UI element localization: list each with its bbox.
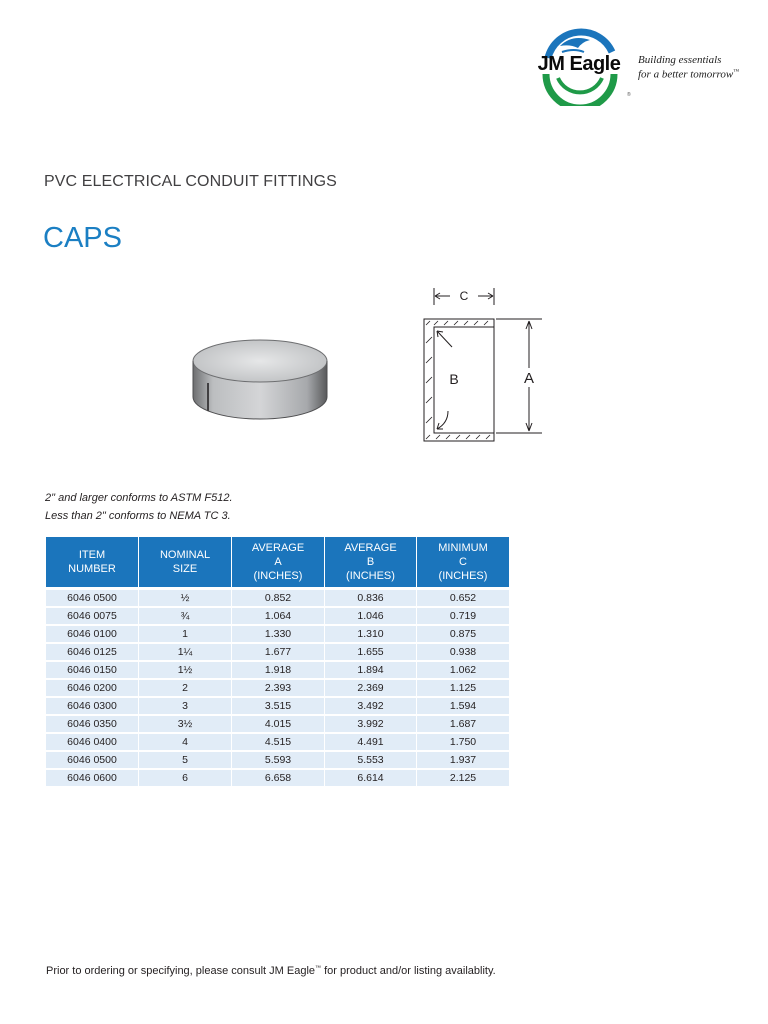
- tagline-tm: ™: [733, 69, 740, 75]
- table-cell: 4.515: [232, 732, 325, 750]
- footer-text-end: for product and/or listing availablity.: [321, 965, 496, 977]
- table-cell: 0.938: [417, 642, 509, 660]
- table-cell: 1.062: [417, 660, 509, 678]
- table-cell: 6046 0600: [46, 768, 139, 786]
- brand-tagline: [638, 54, 739, 81]
- table-cell: 2.393: [232, 678, 325, 696]
- table-cell: 1.125: [417, 678, 509, 696]
- table-row: [46, 696, 509, 714]
- column-header: [417, 537, 509, 587]
- column-header: [46, 537, 139, 587]
- table-cell: 6046 0125: [46, 642, 139, 660]
- table-cell: 6.658: [232, 768, 325, 786]
- table-cell: 1.937: [417, 750, 509, 768]
- column-header-line: C: [459, 556, 467, 568]
- column-header-line: AVERAGE: [251, 542, 305, 554]
- column-header-line: (INCHES): [346, 570, 395, 582]
- table-cell: 1.064: [232, 606, 325, 624]
- cap-product-image: [190, 333, 330, 423]
- tagline-line-2: [638, 66, 739, 81]
- table-cell: 1¼: [139, 642, 232, 660]
- table-cell: 6046 0075: [46, 606, 139, 624]
- table-cell: 1.918: [232, 660, 325, 678]
- column-header: [325, 537, 417, 587]
- table-row: [46, 642, 509, 660]
- dimension-c-label: C: [459, 289, 469, 303]
- table-cell: 0.719: [417, 606, 509, 624]
- table-header-row: [46, 537, 509, 587]
- table-cell: 2.125: [417, 768, 509, 786]
- column-header-line: NOMINAL: [159, 549, 211, 561]
- footer-tm: ™: [315, 965, 322, 972]
- jm-eagle-logo: [524, 22, 756, 106]
- table-cell: ½: [139, 587, 232, 606]
- page-subtitle: PVC ELECTRICAL CONDUIT FITTINGS: [44, 173, 337, 190]
- column-header-line: (INCHES): [253, 570, 303, 582]
- table-cell: 4.015: [232, 714, 325, 732]
- table-cell: 0.875: [417, 624, 509, 642]
- table-cell: ¾: [139, 606, 232, 624]
- dimension-b-label: B: [449, 371, 459, 387]
- table-cell: 3: [139, 696, 232, 714]
- table-row: [46, 678, 509, 696]
- brand-name: JM Eagle: [537, 53, 621, 75]
- column-header-line: SIZE: [172, 563, 198, 575]
- column-header-line: AVERAGE: [344, 542, 397, 554]
- table-cell: 1.687: [417, 714, 509, 732]
- table-cell: 0.852: [232, 587, 325, 606]
- table-cell: 1.894: [325, 660, 417, 678]
- table-cell: 6: [139, 768, 232, 786]
- table-body: [46, 587, 509, 786]
- table-cell: 6046 0350: [46, 714, 139, 732]
- note-line-1: 2" and larger conforms to ASTM F512.: [45, 492, 233, 504]
- page-title: CAPS: [43, 222, 122, 254]
- table-cell: 4: [139, 732, 232, 750]
- column-header-line: NUMBER: [68, 563, 116, 575]
- table-cell: 5.593: [232, 750, 325, 768]
- table-cell: 1.310: [325, 624, 417, 642]
- table-cell: 6046 0500: [46, 587, 139, 606]
- table-row: [46, 624, 509, 642]
- table-cell: 0.652: [417, 587, 509, 606]
- caps-spec-table: [46, 537, 509, 786]
- table-cell: 2.369: [325, 678, 417, 696]
- table-cell: 1½: [139, 660, 232, 678]
- footer-disclaimer: [46, 965, 496, 977]
- table-cell: 5: [139, 750, 232, 768]
- column-header: [232, 537, 325, 587]
- table-cell: 3.992: [325, 714, 417, 732]
- table-cell: 1.594: [417, 696, 509, 714]
- table-cell: 0.836: [325, 587, 417, 606]
- table-cell: 3.492: [325, 696, 417, 714]
- note-line-2: Less than 2" conforms to NEMA TC 3.: [45, 510, 231, 522]
- table-cell: 6046 0500: [46, 750, 139, 768]
- table-row: [46, 732, 509, 750]
- table-row: [46, 660, 509, 678]
- table-cell: 1: [139, 624, 232, 642]
- table-row: [46, 750, 509, 768]
- table-row: [46, 768, 509, 786]
- column-header-line: A: [274, 556, 282, 568]
- table-cell: 6046 0100: [46, 624, 139, 642]
- table-cell: 6046 0200: [46, 678, 139, 696]
- table-row: [46, 587, 509, 606]
- tagline-line-1: Building essentials: [638, 54, 722, 66]
- table-cell: 5.553: [325, 750, 417, 768]
- table-row: [46, 714, 509, 732]
- column-header-line: B: [366, 556, 375, 568]
- table-cell: 1.750: [417, 732, 509, 750]
- column-header: [139, 537, 232, 587]
- table-row: [46, 606, 509, 624]
- footer-text-start: Prior to ordering or specifying, please consult JM Eagle: [46, 965, 316, 977]
- brand-registered-mark: ®: [627, 92, 631, 98]
- table-cell: 3½: [139, 714, 232, 732]
- tagline-line-2-text: for a better tomorrow: [638, 68, 734, 81]
- column-header-line: (INCHES): [438, 570, 488, 582]
- table-cell: 3.515: [232, 696, 325, 714]
- table-cell: 1.330: [232, 624, 325, 642]
- table-cell: 1.046: [325, 606, 417, 624]
- dimension-a-label: A: [523, 370, 535, 387]
- table-cell: 6.614: [325, 768, 417, 786]
- cap-dimension-diagram: [404, 283, 554, 448]
- table-cell: 2: [139, 678, 232, 696]
- table-cell: 6046 0300: [46, 696, 139, 714]
- table-cell: 1.655: [325, 642, 417, 660]
- column-header-line: ITEM: [78, 549, 106, 561]
- conformance-notes: [45, 489, 233, 525]
- table-cell: 6046 0150: [46, 660, 139, 678]
- column-header-line: MINIMUM: [438, 542, 488, 554]
- table-cell: 4.491: [325, 732, 417, 750]
- table-cell: 6046 0400: [46, 732, 139, 750]
- table-cell: 1.677: [232, 642, 325, 660]
